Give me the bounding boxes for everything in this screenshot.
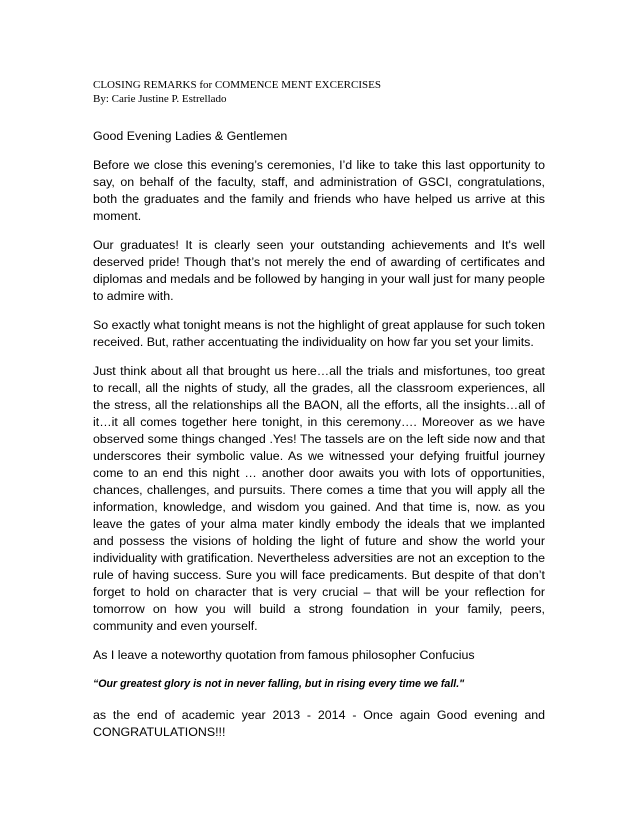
paragraph-4: Just think about all that brought us here…all the trials and misfortunes, too great to recall, all the nights of study, all the grades, all the classroom experiences, all the stress, all the relationships all the BAON, all the efforts, all the insights…all of it…it all comes together here tonight, in this ceremony…. Moreover as we have observed some things changed .Yes! The tassels are on the left side now and that underscores their symbolic value. As we witnessed your defying fruitful journey come to an end this night … another door awaits you with lots of opportunities, chances, challenges, and pursuits. There comes a time that you will apply all the information, knowledge, and wisdom you gained. And that time is, now. as you leave the gates of your alma mater kindly embody the ideals that we implanted and possess the visions of holding the light of future and show the world your individuality with gratification. Nevertheless adversities are not an exception to the rule of having success. Sure you will face predicaments. But despite of that don’t forget to hold on character that is very crucial – that will be your reflection for tomorrow on how you will build a strong foundation in your family, peers, community and even yourself.	[93, 364, 545, 633]
greeting: Good Evening Ladies & Gentlemen	[93, 129, 288, 143]
paragraph-3: So exactly what tonight means is not the highlight of great applause for such token received. But, rather accentuating the individuality on how far you set your limits.	[93, 318, 545, 349]
confucius-quote: “Our greatest glory is not in never falling, but in rising every time we fall."	[93, 678, 465, 690]
paragraph-1: Before we close this evening’s ceremonies, I’d like to take this last opportunity to say, on behalf of the faculty, staff, and administration of GSCI, congratulations, both the graduates and the family and friends who have helped us arrive at this moment.	[93, 158, 545, 223]
document-byline: By: Carie Justine P. Estrellado	[93, 93, 227, 105]
speech-body	[93, 128, 545, 741]
closing-line: as the end of academic year 2013 - 2014 - Once again Good evening and CONGRATULATIONS!!!	[93, 708, 545, 739]
quote-intro: As I leave a noteworthy quotation from famous philosopher Confucius	[93, 648, 475, 662]
document-header	[93, 78, 553, 106]
document-title: CLOSING REMARKS for COMMENCE MENT EXCERCISES	[93, 79, 381, 91]
paragraph-2: Our graduates! It is clearly seen your outstanding achievements and It's well deserved pride! Though that’s not merely the end of awarding of certificates and diplomas and medals and be followed by hanging in your wall just for many people to admire with.	[93, 238, 545, 303]
